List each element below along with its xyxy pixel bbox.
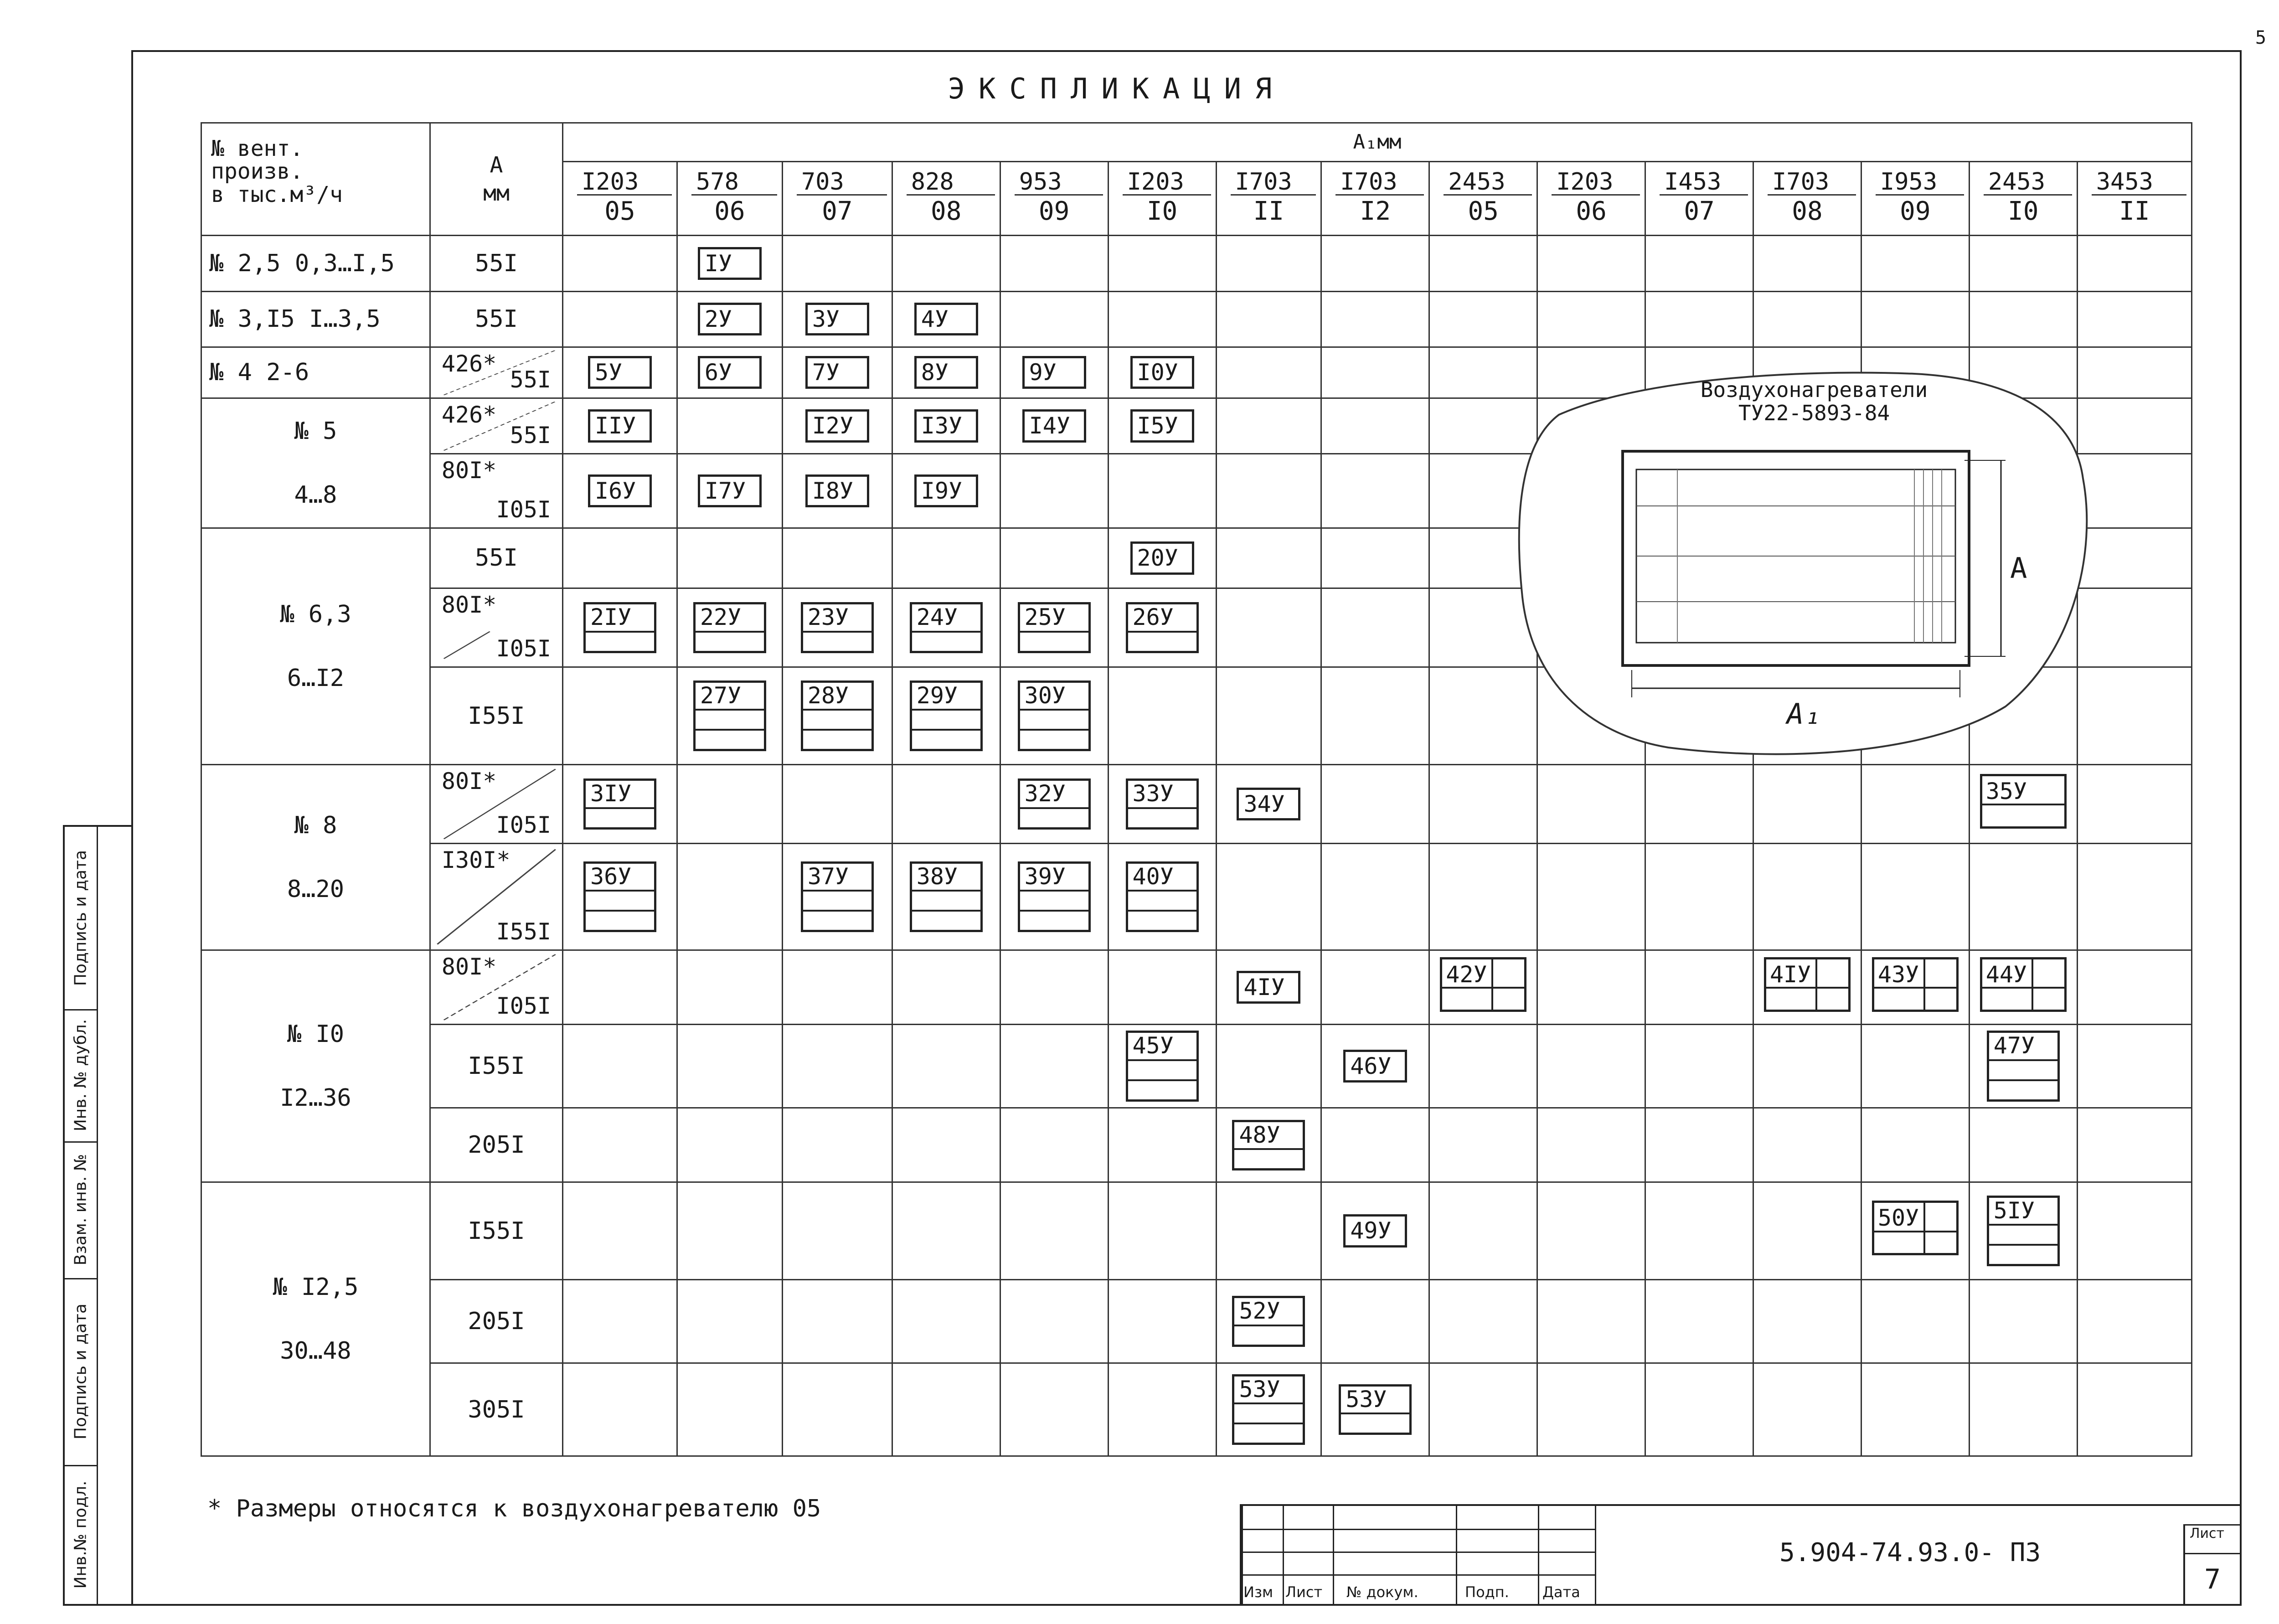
heater-tag: 2IУ: [583, 602, 656, 653]
fan-8-range: 8…20: [287, 876, 345, 903]
heater-tag: 46У: [1343, 1050, 1407, 1083]
a-value-split: 80I* I05I: [430, 454, 562, 528]
a1-col-2: 578 06: [677, 161, 782, 236]
a1-col-6: I203 I0: [1108, 161, 1216, 236]
a-value: 305I: [430, 1363, 562, 1456]
heater-tag: 26У: [1126, 602, 1199, 653]
heater-tag: 28У: [801, 681, 874, 752]
a1-col-13: I953 09: [1861, 161, 1969, 236]
a1-col-8: I703 I2: [1321, 161, 1429, 236]
heater-tag: 47У: [1987, 1031, 2060, 1102]
heater-tag: 3IУ: [583, 778, 656, 830]
heater-tag: 30У: [1018, 681, 1091, 752]
fan-4: № 4 2-6: [201, 347, 430, 398]
a-header-unit: мм: [483, 180, 510, 206]
a-value: 205I: [430, 1108, 562, 1182]
a-value-split: 426* 55I: [430, 398, 562, 454]
heater-tag: 53У: [1339, 1384, 1412, 1435]
fan-header-line3: в тыс.м³/ч: [211, 181, 343, 207]
explication-table: [201, 122, 2192, 1457]
page-title: ЭКСПЛИКАЦИЯ: [948, 72, 1286, 105]
fan-5-model: № 5: [294, 417, 337, 445]
heater-tag: 29У: [910, 681, 983, 752]
heater-tag: 27У: [693, 681, 766, 752]
fan-12-5-model: № I2,5: [273, 1273, 359, 1301]
heater-tag: 40У: [1126, 861, 1199, 933]
fan-header-line2: произв.: [211, 159, 304, 185]
heater-tag: 44У: [1980, 957, 2067, 1012]
a-value: I55I: [430, 667, 562, 765]
fan-column-header: [201, 123, 430, 236]
a1-header-title: А₁мм: [563, 123, 2192, 162]
a1-col-9: 2453 05: [1429, 161, 1537, 236]
a-value: 55I: [430, 291, 562, 347]
heater-tag: IIУ: [588, 409, 652, 443]
heater-tag: 50У: [1872, 1201, 1959, 1255]
revision-grid: [1242, 1506, 1595, 1604]
heater-caption-line2: ТУ22-5893-84: [1738, 400, 1890, 425]
fan-5: [201, 398, 430, 528]
page-corner-number: 5: [2255, 27, 2266, 48]
a1-col-4: 828 08: [892, 161, 1000, 236]
heater-tag: 39У: [1018, 861, 1091, 933]
a-column-header: [430, 123, 562, 236]
heater-tag: 5У: [588, 356, 652, 389]
fan-6-3: [201, 528, 430, 764]
heater-tag: 52У: [1232, 1296, 1305, 1347]
a-value-split: 80I* I05I: [430, 764, 562, 843]
fan-8: [201, 764, 430, 950]
fan-6-3-range: 6…I2: [287, 664, 345, 692]
fan-header-line1: № вент.: [211, 136, 304, 161]
heater-tag: 25У: [1018, 602, 1091, 653]
heater-tag: 8У: [914, 356, 978, 389]
heater-tag: 49У: [1343, 1214, 1407, 1248]
side-cell: Взам. инв. №: [65, 1141, 98, 1279]
document-number: 5.904-74.93.0- ПЗ: [1779, 1538, 2041, 1567]
heater-caption: [1677, 378, 1951, 424]
side-cell: Инв. № дубл.: [65, 1009, 98, 1143]
heater-diagram: [1504, 360, 2097, 761]
heater-tag: 38У: [910, 861, 983, 933]
a-value-split: 80I* I05I: [430, 950, 562, 1025]
a-value: 55I: [430, 528, 562, 588]
fan-2-5: № 2,5 0,3…I,5: [201, 236, 430, 291]
a-value: I55I: [430, 1025, 562, 1108]
fan-3-15: № 3,I5 I…3,5: [201, 291, 430, 347]
heater-tag: 32У: [1018, 778, 1091, 830]
heater-tag: 48У: [1232, 1120, 1305, 1171]
a1-col-1: I203 05: [563, 161, 677, 236]
a1-col-10: I203 06: [1537, 161, 1645, 236]
stamp-label-doc: № докум.: [1346, 1583, 1418, 1601]
side-cell: Подпись и дата: [65, 827, 98, 1010]
heater-tag: 5IУ: [1987, 1196, 2060, 1267]
heater-tag: 23У: [801, 602, 874, 653]
a-value: 55I: [430, 236, 562, 291]
heater-tag: I3У: [914, 409, 978, 443]
a-value: 205I: [430, 1280, 562, 1363]
stamp-label-sign: Подп.: [1465, 1583, 1509, 1601]
heater-dim-a: А: [2010, 552, 2027, 585]
heater-tag: 4IУ: [1764, 957, 1851, 1012]
heater-tag: 36У: [583, 861, 656, 933]
heater-tag: I4У: [1022, 409, 1086, 443]
a1-col-15: 3453 II: [2077, 161, 2191, 236]
sheet-number-box: [2183, 1524, 2240, 1605]
explication-table-wrap: [201, 122, 2192, 1457]
stamp-label-list: Лист: [1285, 1583, 1323, 1601]
heater-tag: 24У: [910, 602, 983, 653]
heater-tag: I6У: [588, 474, 652, 508]
a1-col-11: I453 07: [1645, 161, 1753, 236]
heater-tag: 35У: [1980, 774, 2067, 829]
heater-tag: I8У: [805, 474, 869, 508]
heater-tag: 4IУ: [1237, 971, 1300, 1004]
sheet-label: Лист: [2190, 1526, 2225, 1542]
fan-10: [201, 950, 430, 1182]
side-cell: Инв.№ подл.: [65, 1465, 98, 1605]
fan-10-range: I2…36: [280, 1084, 351, 1112]
heater-tag: 7У: [805, 356, 869, 389]
a-value-split: I30I* I55I: [430, 844, 562, 950]
title-block: [1240, 1504, 2240, 1604]
a1-col-3: 703 07: [782, 161, 892, 236]
heater-tag: 34У: [1237, 788, 1300, 821]
heater-tag: 20У: [1130, 541, 1194, 575]
footnote: * Размеры относятся к воздухонагревателю 05: [207, 1495, 821, 1522]
side-cell: Подпись и дата: [65, 1278, 98, 1466]
a1-col-5: 953 09: [1000, 161, 1108, 236]
heater-caption-line1: Воздухонагреватели: [1700, 377, 1928, 402]
side-signature-strip: [63, 825, 133, 1606]
heater-tag: 6У: [698, 356, 762, 389]
a1-col-14: 2453 I0: [1969, 161, 2077, 236]
a-header-label: А: [490, 152, 503, 178]
heater-tag: I7У: [698, 474, 762, 508]
heater-tag: 22У: [693, 602, 766, 653]
heater-tag: 43У: [1872, 957, 1959, 1012]
fan-12-5-range: 30…48: [280, 1337, 351, 1365]
heater-tag: I5У: [1130, 409, 1194, 443]
heater-tag: 45У: [1126, 1031, 1199, 1102]
fan-5-range: 4…8: [294, 481, 337, 509]
heater-tag: 42У: [1440, 957, 1526, 1012]
heater-tag: 33У: [1126, 778, 1199, 830]
a-value: I55I: [430, 1182, 562, 1280]
heater-tag: 2У: [698, 303, 762, 336]
heater-tag: I2У: [805, 409, 869, 443]
fan-10-model: № I0: [287, 1021, 345, 1048]
stamp-label-izm: Изм: [1243, 1583, 1274, 1601]
heater-tag: 53У: [1232, 1374, 1305, 1445]
fan-12-5: [201, 1182, 430, 1456]
heater-tag: 4У: [914, 303, 978, 336]
heater-tag: 3У: [805, 303, 869, 336]
heater-tag: IУ: [698, 247, 762, 280]
a-value-split: 80I* I05I: [430, 588, 562, 667]
fan-6-3-model: № 6,3: [280, 600, 351, 628]
heater-tag: I0У: [1130, 356, 1194, 389]
a1-col-7: I703 II: [1216, 161, 1321, 236]
heater-dim-a1: А₁: [1787, 697, 1821, 731]
heater-tag: I9У: [914, 474, 978, 508]
fan-8-model: № 8: [294, 812, 337, 840]
a-value-split: 426* 55I: [430, 347, 562, 398]
heater-tag: 37У: [801, 861, 874, 933]
heater-tag: 9У: [1022, 356, 1086, 389]
sheet-number: 7: [2185, 1553, 2240, 1595]
a1-col-12: I703 08: [1753, 161, 1861, 236]
stamp-label-date: Дата: [1542, 1583, 1580, 1601]
